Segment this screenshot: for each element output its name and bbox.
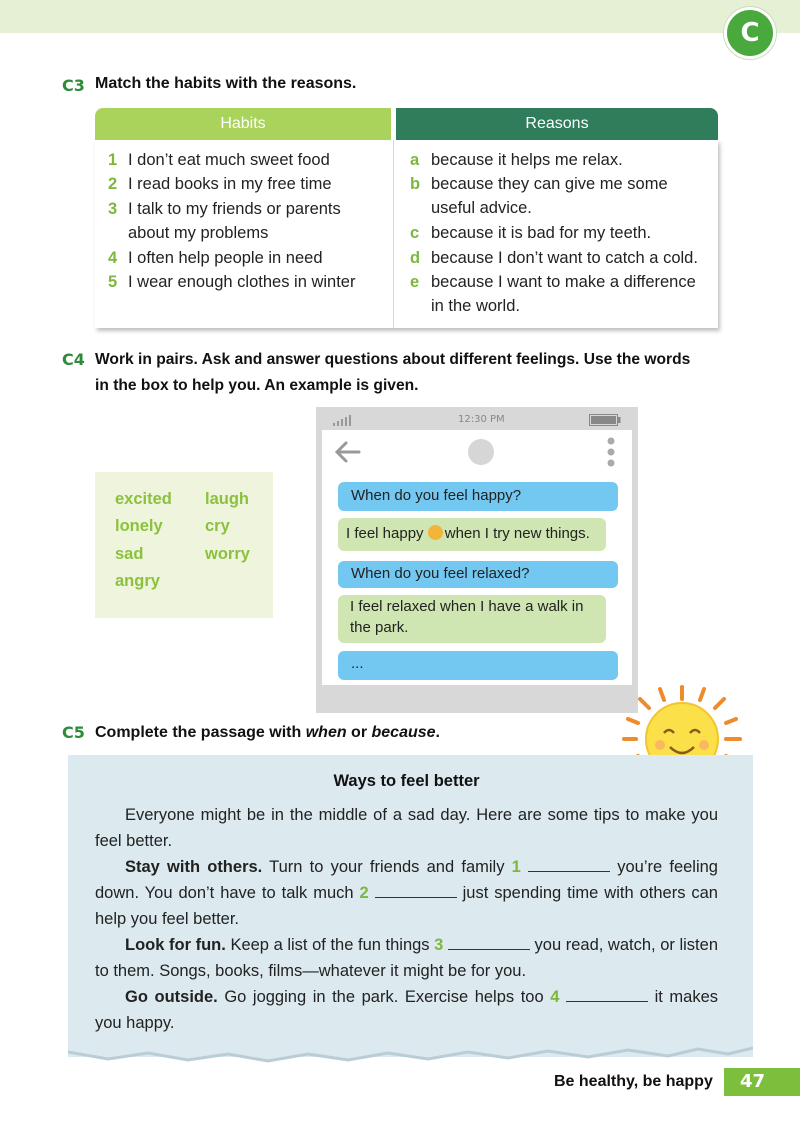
- chat-bubble-question: When do you feel relaxed?: [338, 561, 618, 588]
- passage-paragraph: Go outside. Go jogging in the park. Exercise helps too 4 it makes you happy.: [95, 988, 718, 1032]
- more-options-icon[interactable]: [604, 436, 618, 468]
- word-box-item: sad: [115, 545, 144, 563]
- word-box-item: angry: [115, 572, 160, 590]
- battery-icon: [589, 414, 621, 426]
- chat-bubble-answer: I feel happy when I try new things.: [338, 518, 606, 551]
- exercise-number-c3: C3: [62, 76, 85, 95]
- smiley-icon: [428, 525, 443, 540]
- word-box-item: lonely: [115, 517, 163, 535]
- word-box-item: excited: [115, 490, 172, 508]
- c4-instruction-line2: in the box to help you. An example is given.: [95, 377, 419, 394]
- reasons-header: Reasons: [396, 108, 718, 140]
- passage-paragraph: Look for fun. Keep a list of the fun things 3 you read, watch, or listen to them. Songs, books, films—whatever it might be for you.: [95, 936, 718, 980]
- paper-torn-edge: [68, 1040, 753, 1068]
- chat-bubble-question: ...: [338, 651, 618, 680]
- word-box-item: laugh: [205, 490, 249, 508]
- page-number: 47: [724, 1068, 800, 1096]
- status-time: 12:30 PM: [458, 414, 505, 425]
- chat-bubble-question: When do you feel happy?: [338, 482, 618, 511]
- habits-header: Habits: [95, 108, 391, 140]
- word-box-item: cry: [205, 517, 230, 535]
- answer-blank-1[interactable]: [528, 857, 610, 872]
- top-band: [0, 0, 800, 33]
- avatar: [468, 439, 494, 465]
- c5-instruction: Complete the passage with when or because.: [95, 724, 440, 741]
- chat-bubble-answer: I feel relaxed when I have a walk in the park.: [338, 595, 606, 643]
- phone-screen: [322, 430, 632, 685]
- back-arrow-icon[interactable]: [333, 440, 361, 464]
- exercise-number-c4: C4: [62, 350, 85, 369]
- answer-blank-4[interactable]: [566, 987, 648, 1002]
- unit-badge: C: [724, 7, 776, 59]
- footer-unit-title: Be healthy, be happy: [554, 1073, 713, 1090]
- passage-paragraph: Everyone might be in the middle of a sad day. Here are some tips to make you feel better.: [95, 806, 718, 850]
- table-divider: [393, 140, 394, 328]
- passage-text: [95, 802, 718, 1036]
- exercise-number-c5: C5: [62, 723, 85, 742]
- signal-icon: [333, 414, 353, 426]
- answer-blank-3[interactable]: [448, 935, 530, 950]
- c3-instruction: Match the habits with the reasons.: [95, 75, 357, 92]
- passage-title: Ways to feel better: [333, 772, 480, 790]
- c4-instruction-line1: Work in pairs. Ask and answer questions about different feelings. Use the words: [95, 351, 691, 368]
- passage-paragraph: Stay with others. Turn to your friends and family 1 you’re feeling down. You don’t have to talk much 2 just spending time with others can help you feel better.: [95, 858, 718, 928]
- answer-blank-2[interactable]: [375, 883, 457, 898]
- word-box-item: worry: [205, 545, 250, 563]
